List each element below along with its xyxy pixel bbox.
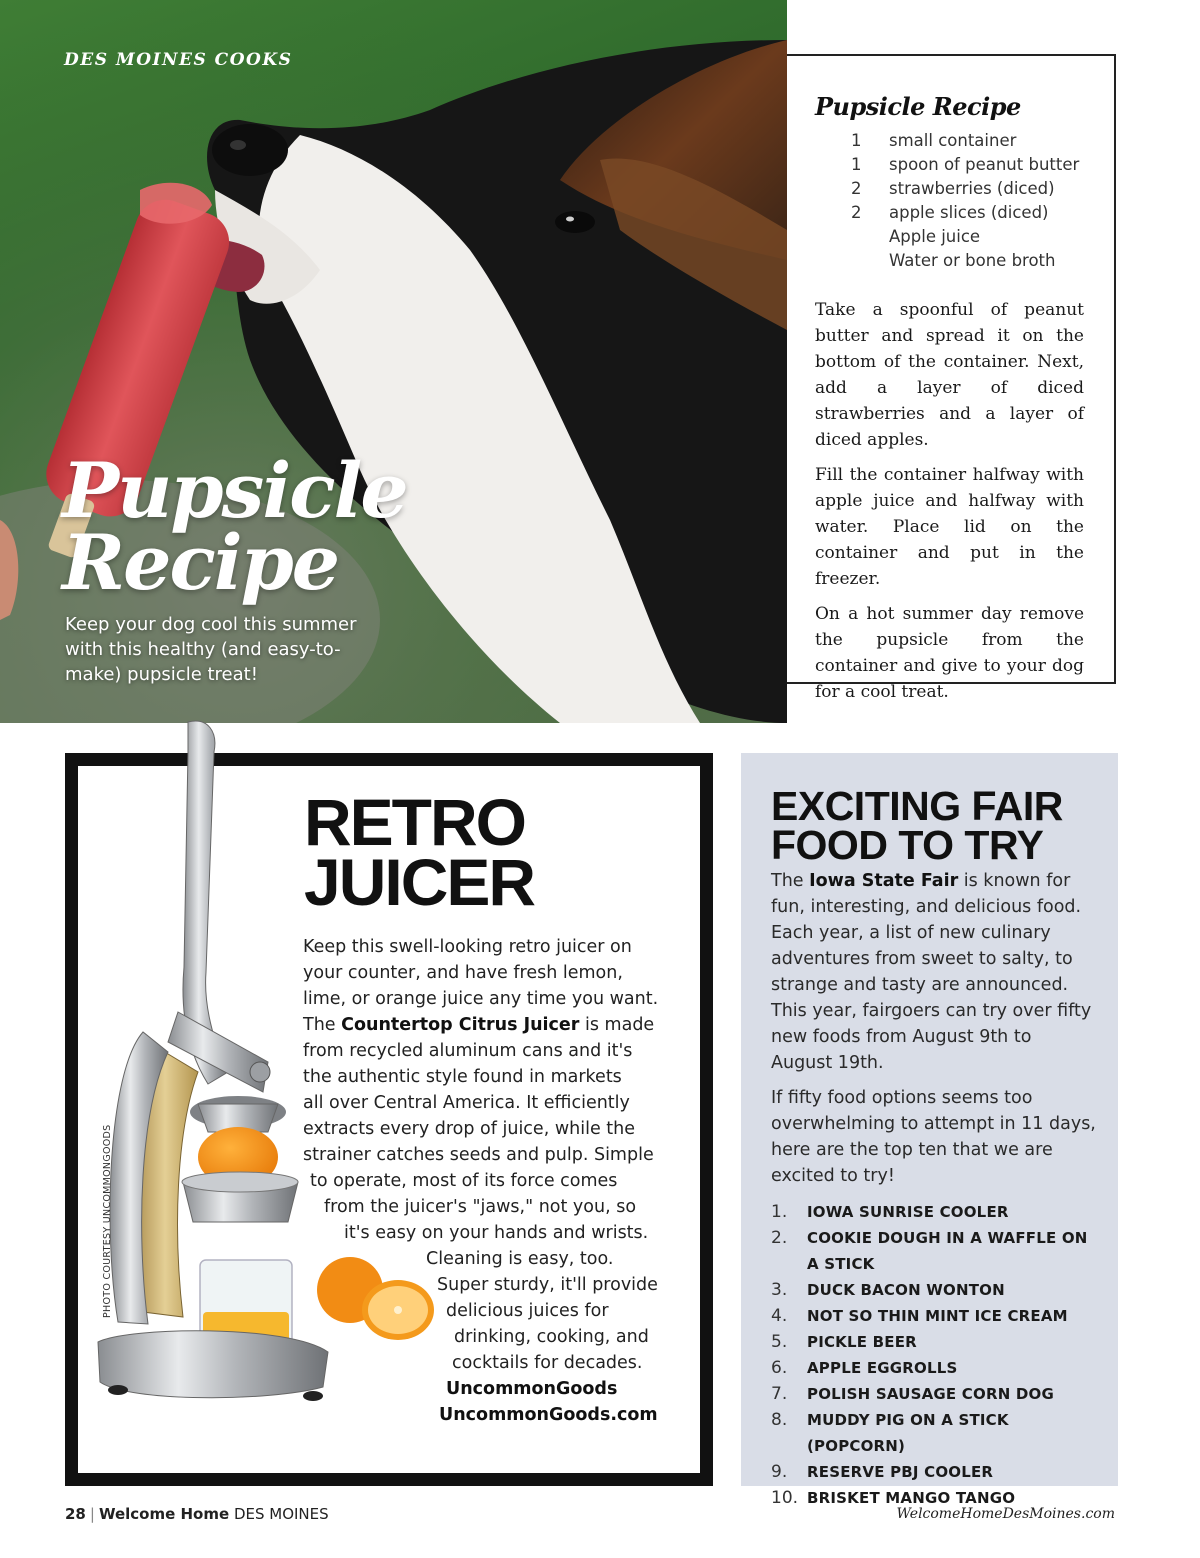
list-item (771, 1381, 1098, 1407)
citrus-juicer-illustration (88, 712, 338, 1432)
recipe-step: Fill the container halfway with apple juice and halfway with water. Place lid on the container and put in the freezer. (815, 465, 1084, 589)
juicer-text-line: all over Central America. It efficiently (303, 1093, 630, 1113)
hero-subtitle: Keep your dog cool this summer with this healthy (and easy-to-make) pupsicle treat! (65, 614, 357, 685)
juicer-text-line (303, 1012, 654, 1038)
food-name: IOWA SUNRISE COOLER (807, 1203, 1009, 1221)
list-number: 2. (771, 1228, 788, 1248)
juicer-text-line: cocktails for decades. (452, 1353, 643, 1373)
juicer-title (304, 785, 535, 919)
juicer-text-line: it's easy on your hands and wrists. (344, 1223, 649, 1243)
ingredient-item (851, 249, 1084, 273)
brand-website-link[interactable]: UncommonGoods.com (439, 1405, 658, 1425)
ingredient-qty (851, 225, 889, 249)
orange-halves-illustration (312, 1248, 437, 1348)
section-label: DES MOINES COOKS (64, 50, 293, 70)
list-item (771, 1407, 1098, 1459)
juicer-text-line: Keep this swell-looking retro juicer on (303, 937, 632, 957)
food-name: RESERVE PBJ COOLER (807, 1463, 994, 1481)
list-item (771, 1329, 1098, 1355)
ingredient-name: apple slices (diced) (889, 203, 1049, 222)
hero-title-line1: Pupsicle (62, 446, 407, 535)
juicer-text-line: strainer catches seeds and pulp. Simple (303, 1145, 654, 1165)
ingredient-item (851, 153, 1084, 177)
brand-name: UncommonGoods (446, 1379, 618, 1399)
ingredient-list (851, 129, 1084, 273)
ingredient-name: Apple juice (889, 227, 981, 246)
juicer-text-segment: is made (579, 1015, 655, 1035)
juicer-text-line: lime, or orange juice any time you want. (303, 989, 659, 1009)
fair-food-title (771, 783, 1098, 868)
juicer-text-line: Cleaning is easy, too. (426, 1249, 614, 1269)
list-number: 6. (771, 1358, 788, 1378)
fair-paragraph: If fifty food options seems too overwhelming to attempt in 11 days, here are the top ten that we are excited to try! (771, 1088, 1096, 1186)
hero-title (62, 446, 407, 607)
ingredient-item (851, 201, 1084, 225)
ingredient-name: small container (889, 131, 1017, 150)
page-number: 28 (65, 1505, 86, 1523)
list-item (771, 1199, 1098, 1225)
page-footer-info (65, 1505, 329, 1523)
ingredient-qty (851, 249, 889, 273)
ingredient-name: spoon of peanut butter (889, 155, 1080, 174)
list-number: 4. (771, 1306, 788, 1326)
ingredient-item (851, 225, 1084, 249)
food-name: DUCK BACON WONTON (807, 1281, 1005, 1299)
fair-title-line1: EXCITING FAIR (771, 783, 1063, 829)
food-name: MUDDY PIG ON A STICK (POPCORN) (807, 1411, 1009, 1455)
ingredient-name: Water or bone broth (889, 251, 1056, 270)
ingredient-name: strawberries (diced) (889, 179, 1055, 198)
hero-photo (0, 0, 787, 723)
fair-intro-text: is known for fun, interesting, and delicious food. Each year, a list of new culinary adventures from sweet to salty, to strange and tasty are announced. This year, fairgoers can try over fifty new foods from August 9th to August 19th. (771, 871, 1092, 1073)
juicer-text-segment: The (303, 1015, 342, 1035)
juicer-text-line: Super sturdy, it'll provide (437, 1275, 658, 1295)
ingredient-qty: 2 (851, 203, 862, 222)
recipe-steps (815, 297, 1084, 705)
list-number: 1. (771, 1202, 788, 1222)
juicer-text-line: drinking, cooking, and (454, 1327, 649, 1347)
recipe-title: Pupsicle Recipe (815, 92, 1021, 121)
list-number: 5. (771, 1332, 788, 1352)
list-item (771, 1303, 1098, 1329)
fair-intro-text: The (771, 871, 810, 891)
fair-food-list (771, 1199, 1098, 1511)
juicer-text-line: the authentic style found in markets (303, 1067, 622, 1087)
juicer-title-line2: JUICER (304, 845, 535, 919)
fair-intro (771, 868, 1098, 1076)
hero-title-line2: Recipe (62, 518, 339, 607)
list-number: 8. (771, 1410, 788, 1430)
list-item (771, 1225, 1098, 1277)
list-item (771, 1459, 1098, 1485)
ingredient-item (851, 129, 1084, 153)
footer-separator: | (89, 1505, 95, 1523)
ingredient-qty: 2 (851, 179, 862, 198)
recipe-box (787, 54, 1116, 702)
food-name: APPLE EGGROLLS (807, 1359, 958, 1377)
recipe-step: Take a spoonful of peanut butter and spread it on the bottom of the container. Next, add a layer of diced strawberries and a layer of diced apples. (815, 300, 1084, 450)
juicer-text-line: from the juicer's "jaws," not you, so (324, 1197, 637, 1217)
juicer-text-line: to operate, most of its force comes (310, 1171, 618, 1191)
ingredient-item (851, 177, 1084, 201)
juicer-text-line: from recycled aluminum cans and it's (303, 1041, 633, 1061)
footer-website-link[interactable]: WelcomeHomeDesMoines.com (896, 1506, 1115, 1522)
juicer-title-line1: RETRO (304, 785, 525, 859)
food-name: PICKLE BEER (807, 1333, 917, 1351)
fair-name: Iowa State Fair (809, 871, 959, 891)
fair-food-panel (741, 753, 1118, 1508)
juicer-text-line: extracts every drop of juice, while the (303, 1119, 635, 1139)
product-name: Countertop Citrus Juicer (341, 1015, 580, 1035)
juicer-text-line: delicious juices for (446, 1301, 609, 1321)
food-name: COOKIE DOUGH IN A WAFFLE ON A STICK (807, 1229, 1088, 1273)
food-name: NOT SO THIN MINT ICE CREAM (807, 1307, 1068, 1325)
recipe-step: On a hot summer day remove the pupsicle from the container and give to your dog for a cool treat. (815, 604, 1084, 702)
juicer-text-line: your counter, and have fresh lemon, (303, 963, 623, 983)
ingredient-qty: 1 (851, 155, 862, 174)
list-number: 3. (771, 1280, 788, 1300)
magazine-city: DES MOINES (233, 1505, 329, 1523)
list-item (771, 1355, 1098, 1381)
ingredient-qty: 1 (851, 131, 862, 150)
magazine-name: Welcome Home (98, 1505, 230, 1523)
food-name: POLISH SAUSAGE CORN DOG (807, 1385, 1054, 1403)
list-item (771, 1277, 1098, 1303)
food-name: BRISKET MANGO TANGO (807, 1489, 1016, 1507)
fair-title-line2: FOOD TO TRY (771, 822, 1044, 868)
list-number: 7. (771, 1384, 788, 1404)
list-number: 9. (771, 1462, 788, 1482)
list-number: 10. (771, 1488, 799, 1508)
photo-credit: PHOTO COURTESY UNCOMMONGOODS (102, 1124, 113, 1318)
